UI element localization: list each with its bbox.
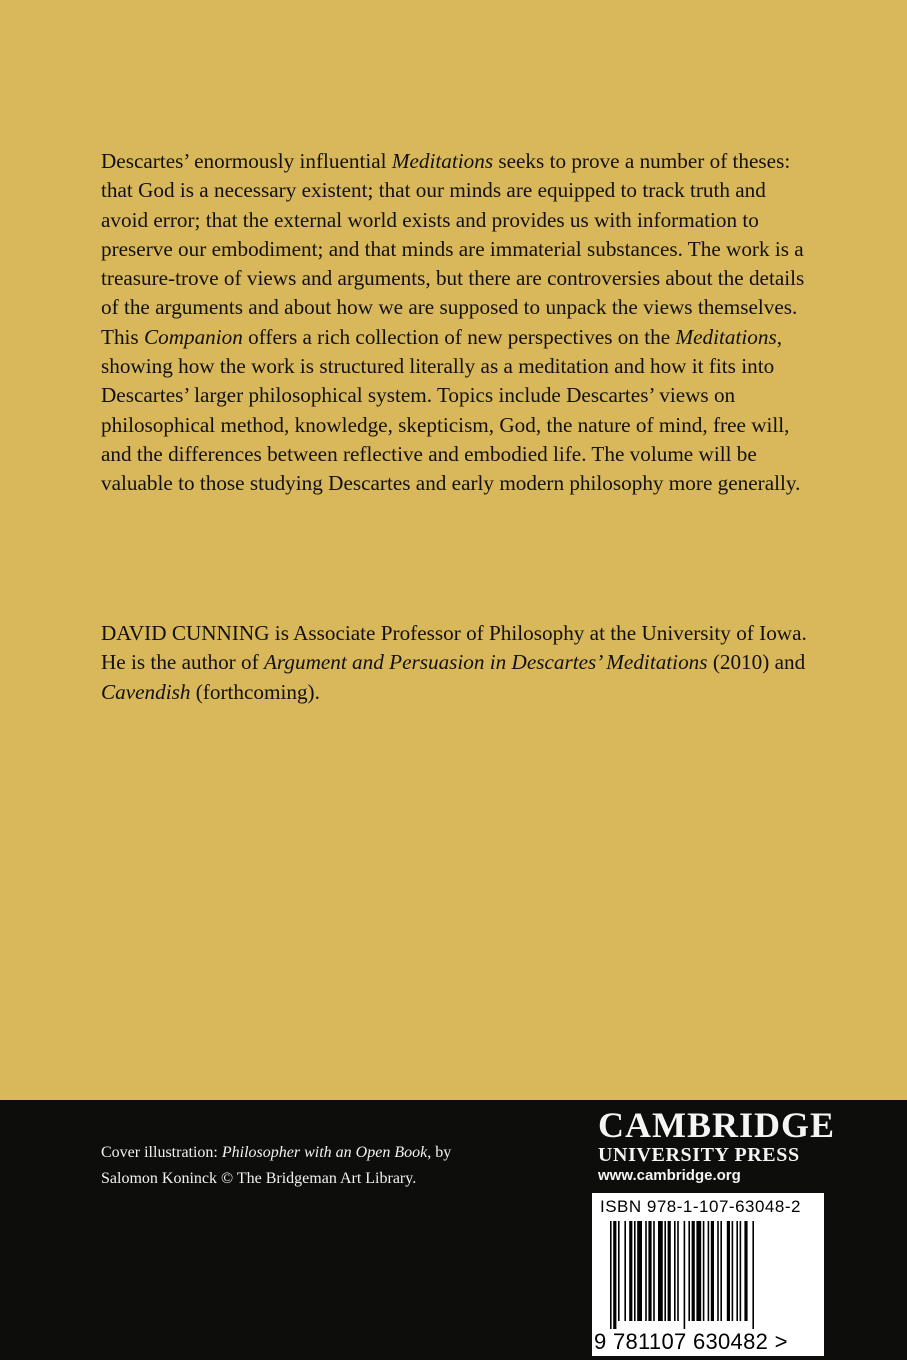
author-bio: DAVID CUNNING is Associate Professor of Philosophy at the University of Iowa. He is the author of Argument and Persuasion in Descartes’ Meditations (2010) and Cavendish (forthcoming).: [101, 621, 807, 704]
cover-illustration-credit: Cover illustration: Philosopher with an Open Book, by Salomon Koninck © The Bridgeman Art Library.: [101, 1144, 452, 1187]
book-title-argument: Argument and Persuasion in Descartes’ Meditations: [263, 650, 708, 675]
publisher-logo: [598, 1105, 836, 1186]
description-paragraph-2: This Companion offers a rich collection of new perspectives on the Meditations, showing how the work is structured literally as a meditation and how it fits into Descartes’ larger philosophical system. Topics include Descartes’ views on philosophical method, knowledge, skepticism, God, the nature of mind, free will, and the differences between reflective and embodied life. The volume will be valuable to those studying Descartes and early modern philosophy more generally.: [101, 324, 801, 496]
barcode-icon: [610, 1221, 806, 1329]
book-title-cavendish: Cavendish: [101, 679, 191, 704]
description-paragraph-1: Descartes’ enormously influential Meditations seeks to prove a number of theses: that God is a necessary existent; that our minds are equipped to track truth and avoid error; that the external world exists and provides us with information to preserve our embodiment; and that minds are immaterial substances. The work is a treasure-trove of views and arguments, but there are controversies about the details of the arguments and about how we are supposed to unpack the views themselves.: [101, 149, 805, 320]
title-meditations: Meditations: [391, 149, 494, 173]
ean-digits: 9 781107 630482 >: [594, 1329, 788, 1354]
isbn-barcode: [592, 1193, 824, 1356]
cover-footer: [0, 1100, 907, 1360]
publisher-url: www.cambridge.org: [598, 1167, 741, 1184]
isbn-label: ISBN 978-1-107-63048-2: [600, 1197, 801, 1216]
publisher-name: CAMBRIDGE: [598, 1105, 836, 1145]
book-description: [101, 147, 813, 499]
artwork-title: Philosopher with an Open Book: [221, 1144, 428, 1161]
publisher-press: UNIVERSITY PRESS: [598, 1144, 800, 1166]
title-meditations-2: Meditations: [675, 324, 777, 349]
title-companion: Companion: [143, 324, 243, 349]
